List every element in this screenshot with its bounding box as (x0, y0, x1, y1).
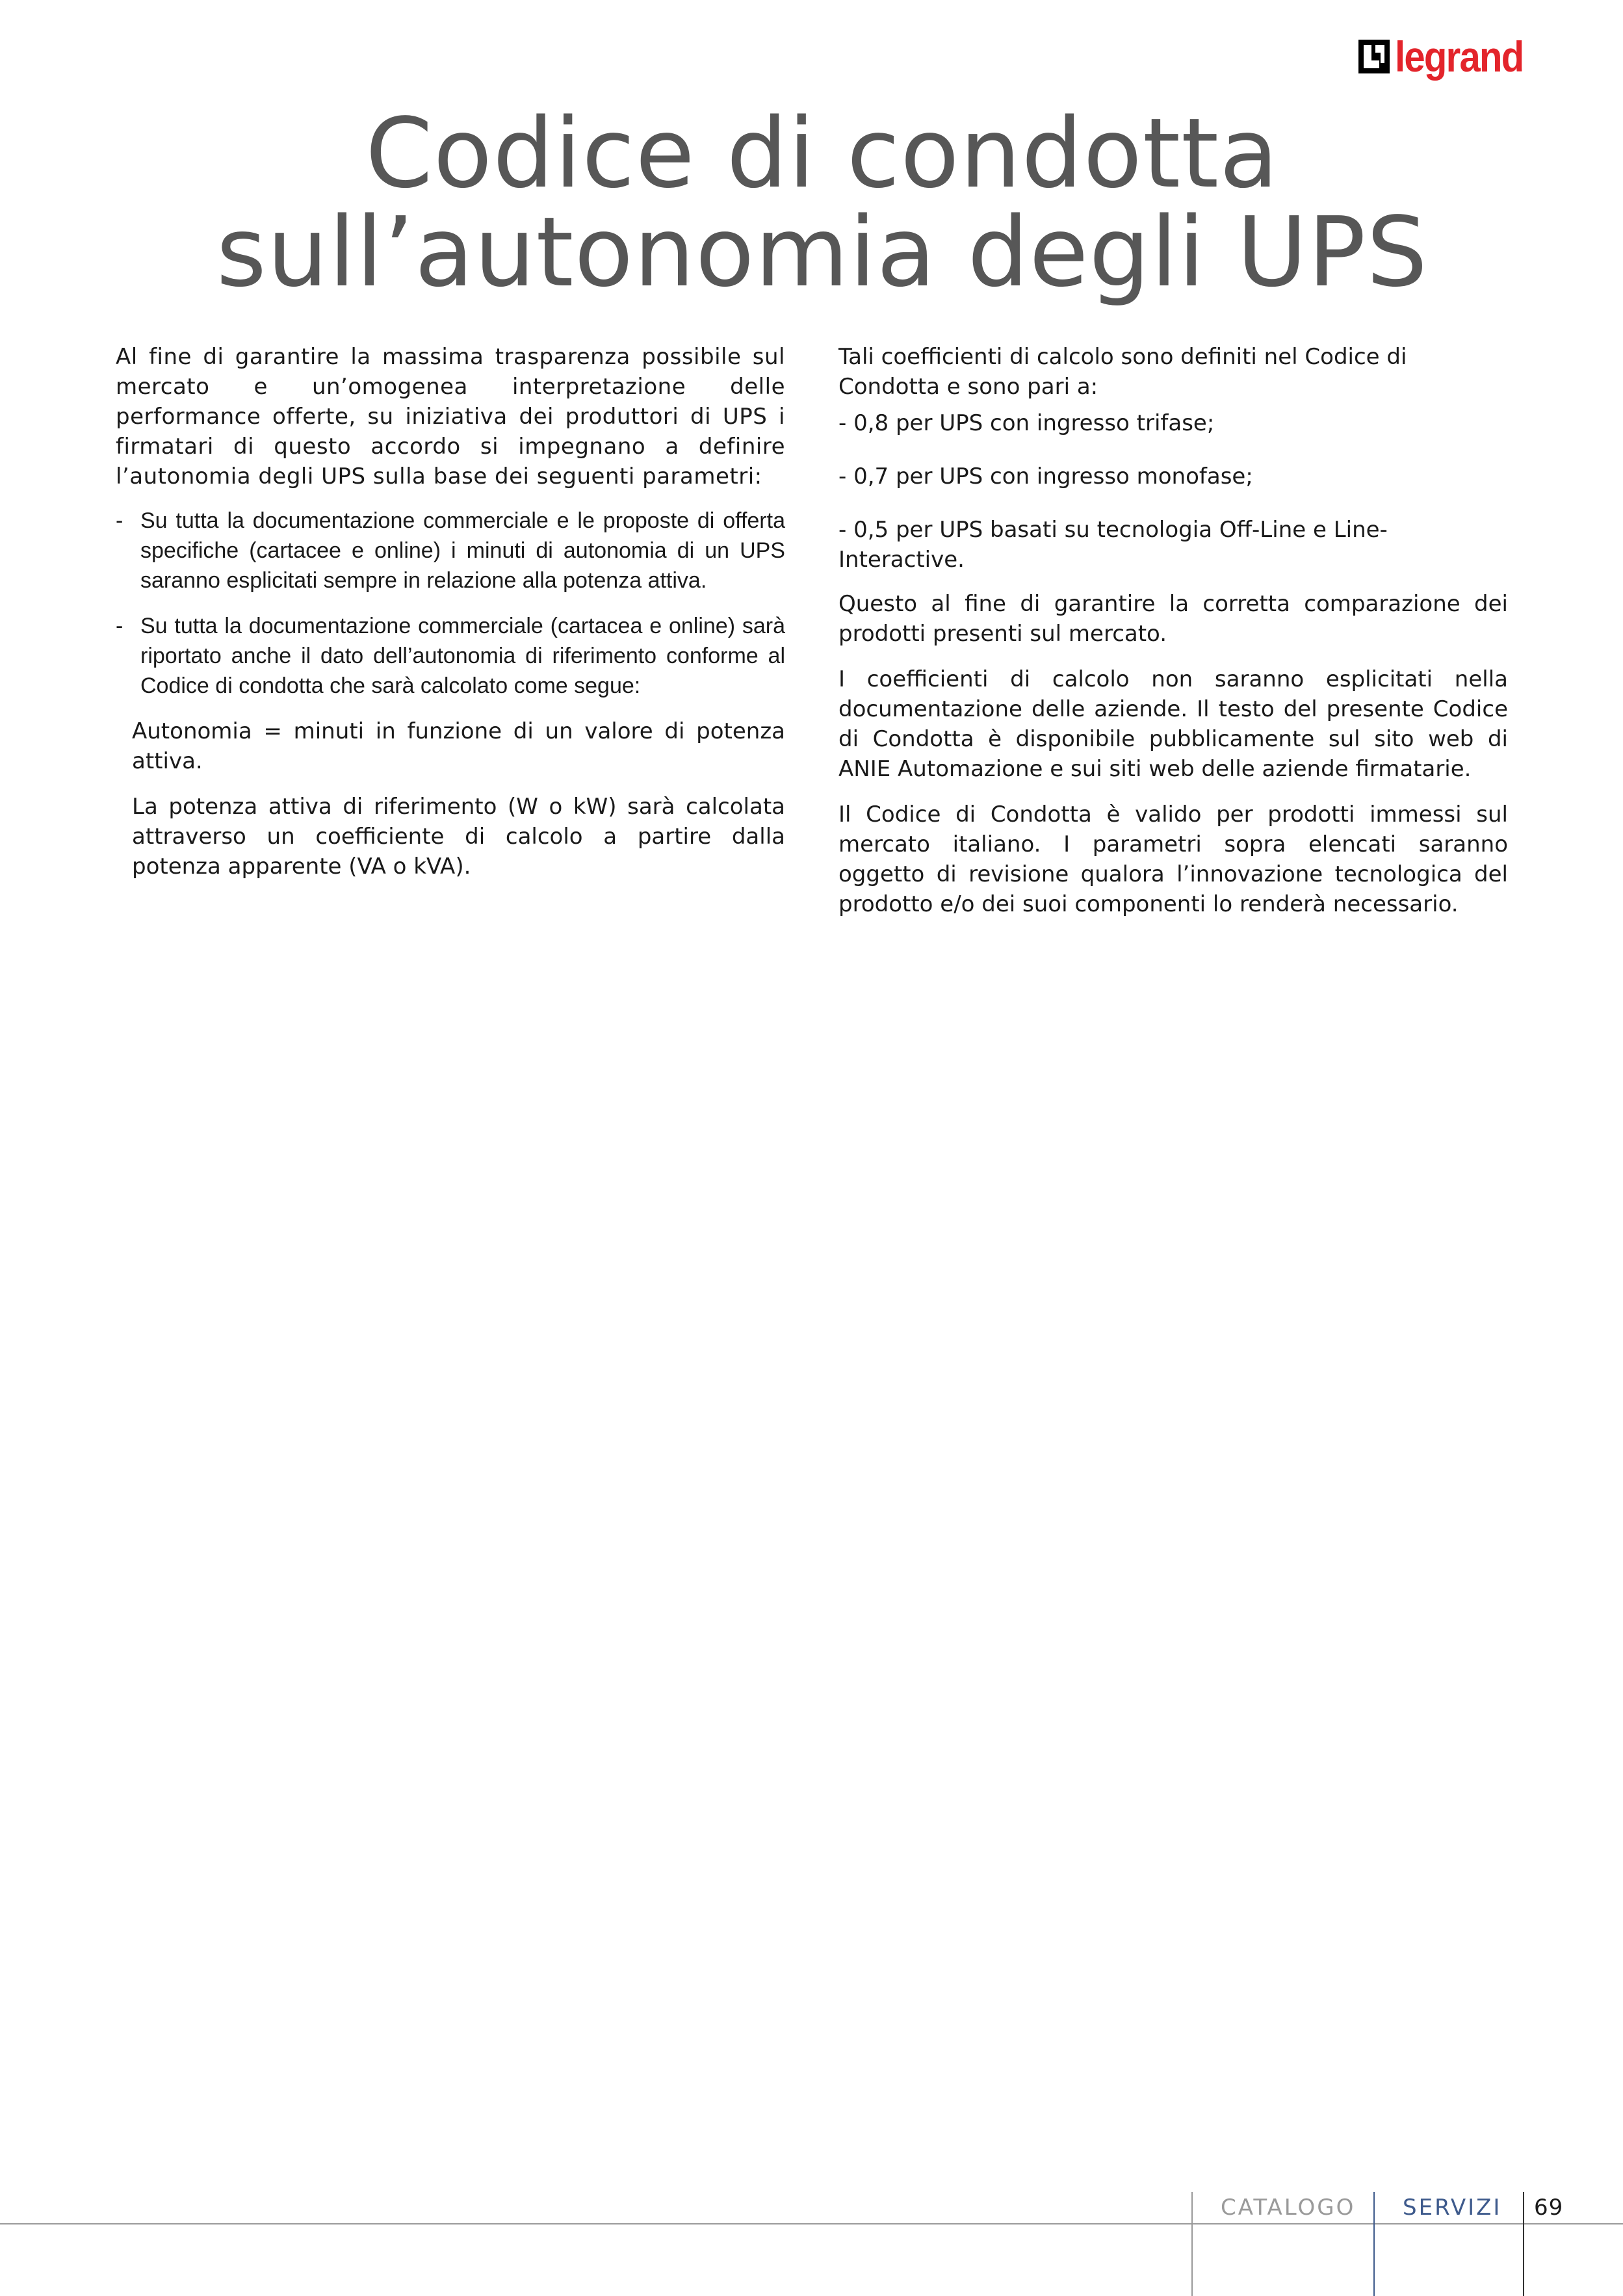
footer-separator (1523, 2192, 1524, 2296)
list-item (116, 506, 785, 595)
title-line-1: Codice di condotta (365, 98, 1279, 209)
formula-paragraph: Autonomia = minuti in funzione di un valore di potenza attiva. (132, 718, 785, 774)
availability-paragraph: I coefficienti di calcolo non saranno esplicitati nella documentazione delle aziende. Il testo del presente Codice di Condotta è disponibile pubblicamente sul sito web di ANIE Automazione e sui siti web delle aziende firmatarie. (838, 666, 1508, 782)
logo-wordmark: legrand (1395, 33, 1524, 81)
power-note-paragraph: La potenza attiva di riferimento (W o kW) sarà calcolata attraverso un coefficiente di calcolo a partire dalla potenza apparente (VA o kVA). (132, 794, 785, 880)
footer-separator (1191, 2192, 1193, 2296)
footer-servizi-link[interactable]: SERVIZI (1403, 2195, 1502, 2221)
left-column (116, 342, 785, 897)
legrand-logo (1358, 33, 1540, 81)
title-line-2: sull’autonomia degli UPS (216, 196, 1429, 308)
coefficients-list (838, 408, 1508, 575)
coefficients-intro: Tali coefficienti di calcolo sono definiti nel Codice di Condotta e sono pari a: (838, 344, 1407, 400)
page-title (0, 98, 1623, 308)
comparison-paragraph: Questo al fine di garantire la corretta comparazione dei prodotti presenti sul mercato. (838, 591, 1508, 647)
validity-paragraph: Il Codice di Condotta è valido per prodotti immessi sul mercato italiano. I parametri sopra elencati saranno oggetto di revisione qualora l’innovazione tecnologica del prodotto e/o dei suoi componenti lo renderà necessario. (838, 802, 1508, 917)
intro-paragraph: Al fine di garantire la massima trasparenza possibile sul mercato e un’omogenea interpretazione delle performance offerte, su iniziativa dei produttori di UPS i firmatari di questo accordo si impegnano a definire l’autonomia degli UPS sulla base dei seguenti parametri: (116, 344, 785, 489)
parameters-list (116, 506, 785, 701)
footer-separator (1373, 2192, 1375, 2296)
legrand-logo-icon (1358, 40, 1390, 73)
page-number: 69 (1534, 2195, 1564, 2221)
list-item (116, 611, 785, 701)
list-item: - 0,5 per UPS basati su tecnologia Off-Line e Line-Interactive. (838, 517, 1388, 573)
bullet-text: Su tutta la documentazione commerciale (cartacea e online) sarà riportato anche il dato dell’autonomia di riferimento conforme al Codice di condotta che sarà calcolato come segue: (140, 614, 785, 698)
footer-divider (0, 2223, 1623, 2224)
list-item: - 0,7 per UPS con ingresso monofase; (838, 463, 1253, 489)
bullet-dash: - (116, 614, 123, 638)
bullet-text: Su tutta la documentazione commerciale e le proposte di offerta specifiche (cartacee e online) i minuti di autonomia di un UPS saranno esplicitati sempre in relazione alla potenza attiva. (140, 508, 785, 593)
list-item: - 0,8 per UPS con ingresso trifase; (838, 410, 1215, 436)
footer-catalogo-link[interactable]: CATALOGO (1221, 2195, 1356, 2221)
bullet-dash: - (116, 508, 123, 533)
right-column (838, 342, 1508, 935)
